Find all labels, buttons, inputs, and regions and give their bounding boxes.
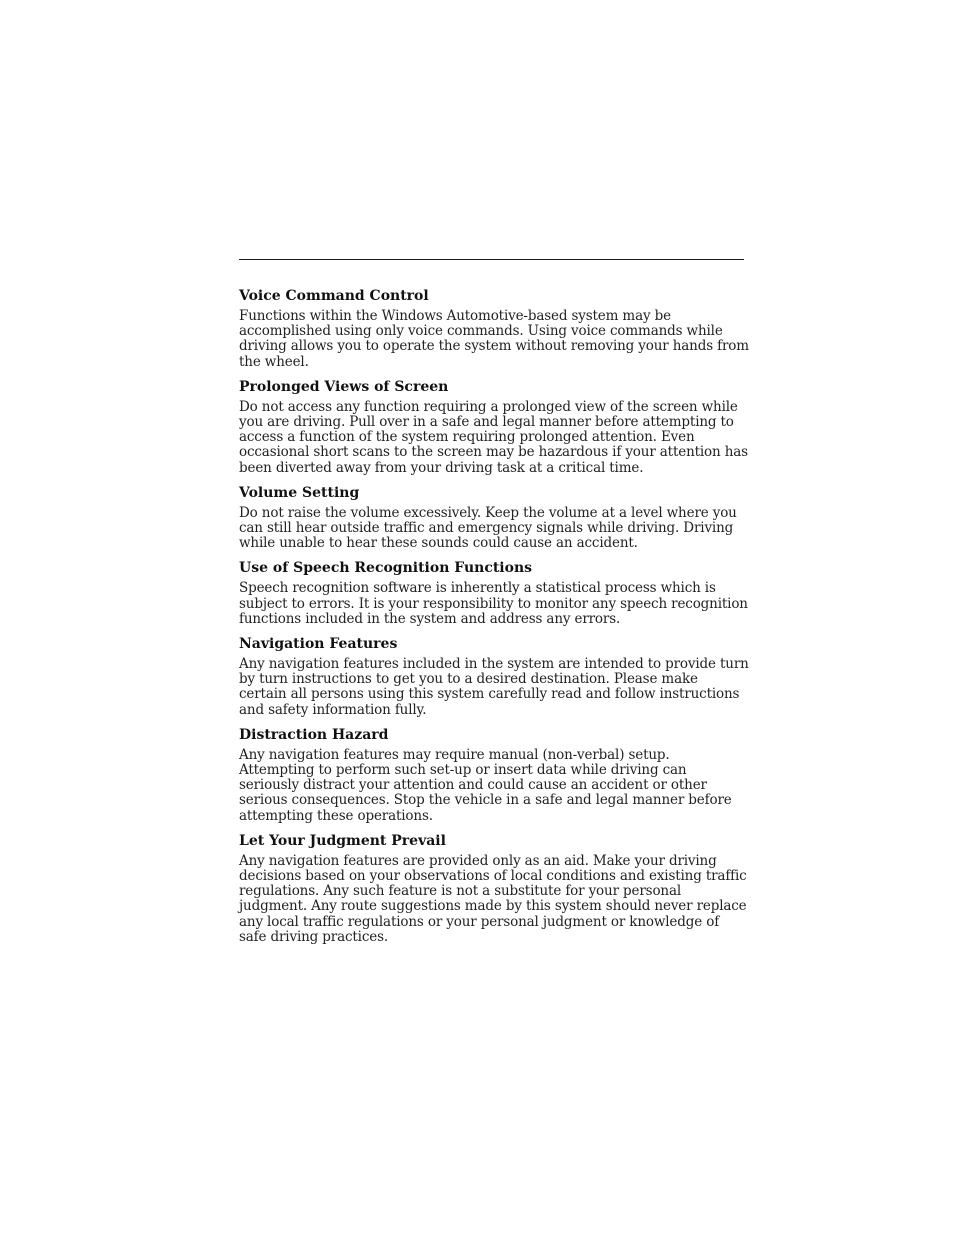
section-heading: Voice Command Control xyxy=(239,288,429,304)
section-heading: Use of Speech Recognition Functions xyxy=(239,560,533,577)
section-navigation-features xyxy=(239,635,749,718)
header-rule xyxy=(239,259,744,260)
document-body xyxy=(239,287,749,945)
section-paragraph: Functions within the Windows Automotive-based system may be accomplished using only voice commands. Using voice commands while driving allows you to operate the system without removing your hands from the wheel. xyxy=(239,308,749,370)
section-paragraph: Any navigation features may require manual (non-verbal) setup. Attempting to perform such set-up or insert data while driving can seriously distract your attention and could cause an accident or other serious consequences. Stop the vehicle in a safe and legal manner before attempting these operations. xyxy=(239,746,732,824)
section-speech-recognition xyxy=(239,559,749,627)
section-heading: Distraction Hazard xyxy=(239,726,389,743)
section-heading: Navigation Features xyxy=(239,636,398,653)
section-distraction-hazard xyxy=(239,726,749,824)
section-heading: Let Your Judgment Prevail xyxy=(239,832,446,849)
section-paragraph: Do not access any function requiring a prolonged view of the screen while you are driving. Pull over in a safe and legal manner before attempting to access a function of the system requiring prolonged attention. Even occasional short scans to the screen may be hazardous if your attention has been diverted away from your driving task at a critical time. xyxy=(239,398,748,476)
section-prolonged-views-of-screen xyxy=(239,378,749,476)
section-volume-setting xyxy=(239,484,749,552)
section-paragraph: Any navigation features included in the system are intended to provide turn by turn instructions to get you to a desired destination. Please make certain all persons using this system carefully read and follow instructions and safety information fully. xyxy=(239,656,749,718)
section-paragraph: Any navigation features are provided only as an aid. Make your driving decisions based on your observations of local conditions and existing traffic regulations. Any such feature is not a substitute for your personal judgment. Any route suggestions made by this system should never replace any local traffic regulations or your personal judgment or knowledge of safe driving practices. xyxy=(239,852,747,945)
section-paragraph: Speech recognition software is inherently a statistical process which is subject to errors. It is your responsibility to monitor any speech recognition functions included in the system and address any errors. xyxy=(239,580,748,627)
section-heading: Prolonged Views of Screen xyxy=(239,378,449,395)
section-paragraph: Do not raise the volume excessively. Keep the volume at a level where you can still hear outside traffic and emergency signals while driving. Driving while unable to hear these sounds could cause an accident. xyxy=(239,504,737,552)
section-let-your-judgment-prevail xyxy=(239,832,749,945)
section-voice-command-control xyxy=(239,287,749,370)
section-heading: Volume Setting xyxy=(239,484,360,501)
